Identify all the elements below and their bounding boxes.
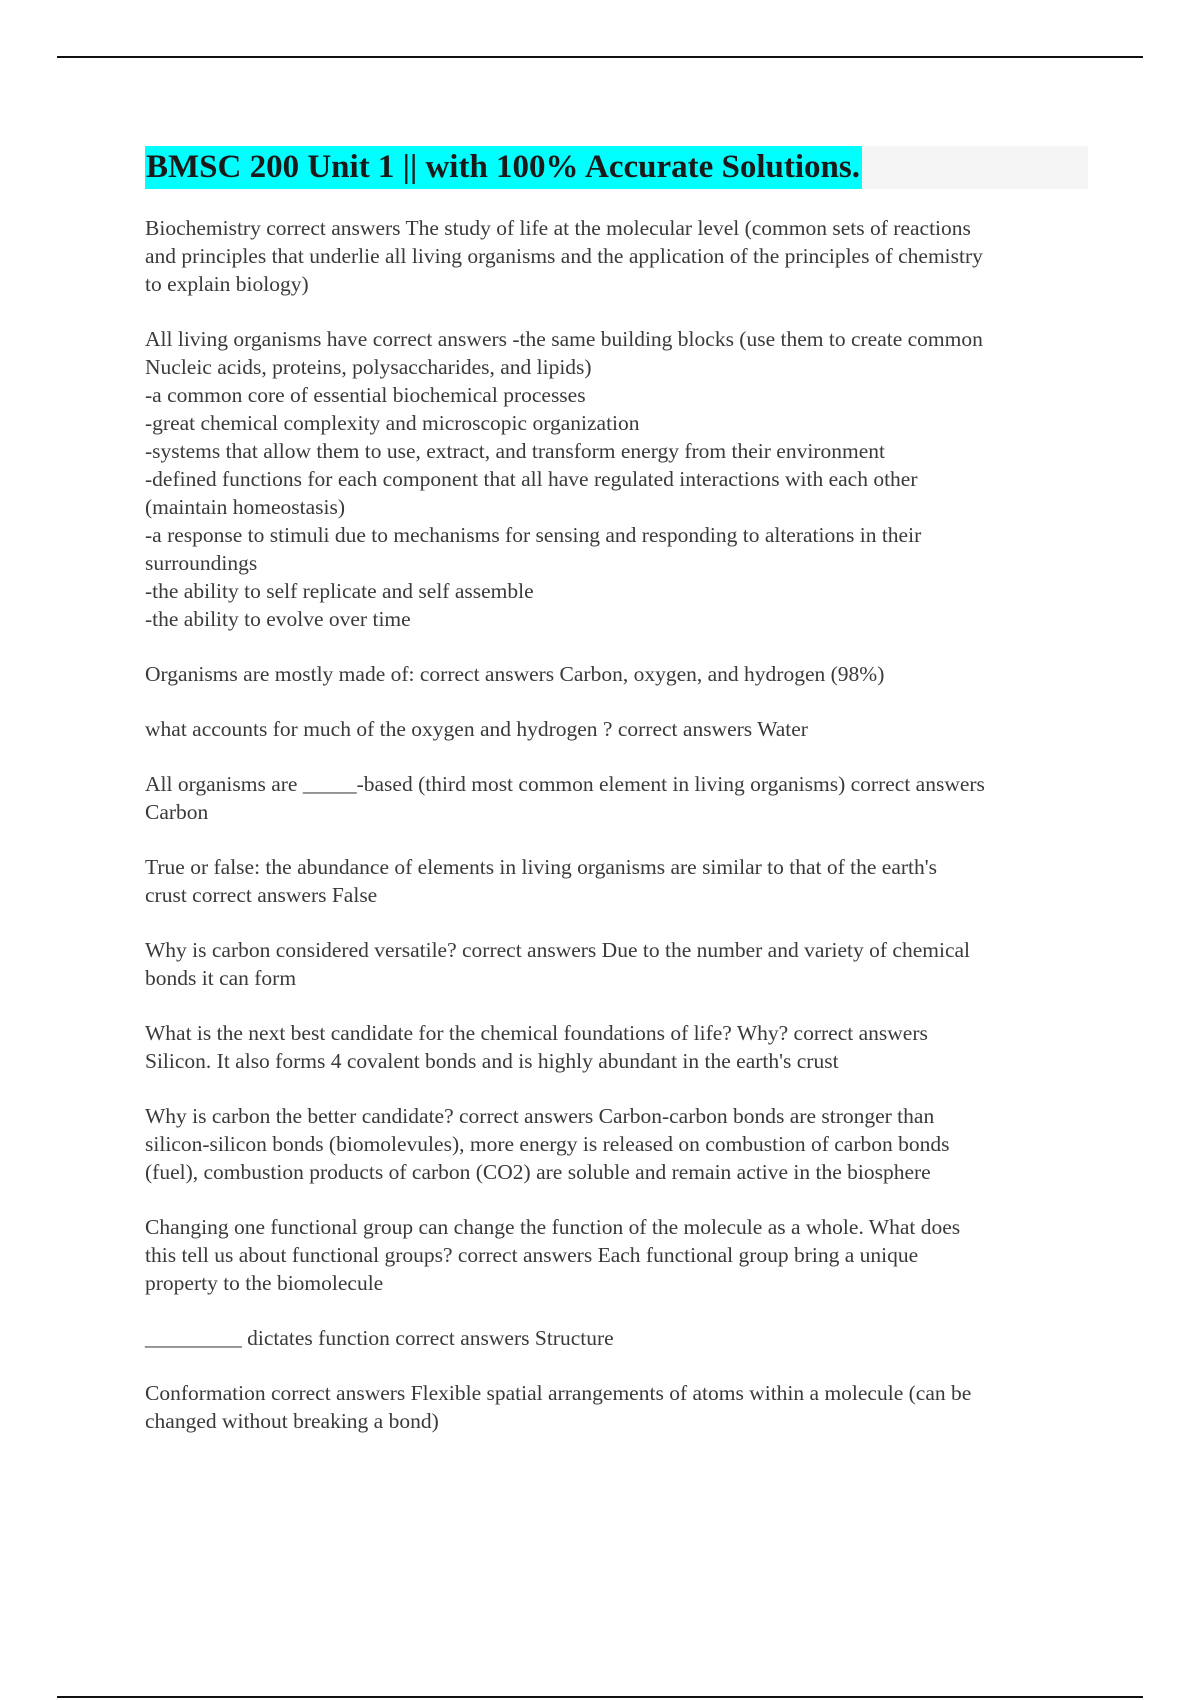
entry-line: this tell us about functional groups? correct answers Each functional group bring a unique [145,1243,919,1267]
entry-line: Changing one functional group can change the function of the molecule as a whole. What does [145,1215,961,1239]
entry-line: -systems that allow them to use, extract, and transform energy from their environment [145,439,885,463]
entry-line: -a common core of essential biochemical processes [145,383,586,407]
qa-entry [145,770,1095,826]
qa-entry [145,853,1095,909]
entry-line: Why is carbon considered versatile? correct answers Due to the number and variety of chemical [145,938,971,962]
entry-line: crust correct answers False [145,883,378,907]
entry-line: _________ dictates function correct answers Structure [145,1326,614,1350]
entry-line: and principles that underlie all living organisms and the application of the principles of chemistry [145,244,983,268]
entry-line: All living organisms have correct answers -the same building blocks (use them to create common [145,327,983,351]
document-body [145,214,1095,1462]
entry-line: property to the biomolecule [145,1271,384,1295]
qa-entry [145,1324,1095,1352]
entry-line: -the ability to evolve over time [145,607,411,631]
entry-line: Why is carbon the better candidate? correct answers Carbon-carbon bonds are stronger than [145,1104,935,1128]
entry-line: Conformation correct answers Flexible spatial arrangements of atoms within a molecule (can be [145,1381,972,1405]
qa-entry [145,1213,1095,1297]
entry-line: Silicon. It also forms 4 covalent bonds and is highly abundant in the earth's crust [145,1049,839,1073]
top-rule [57,56,1143,58]
entry-line: (fuel), combustion products of carbon (CO2) are soluble and remain active in the biosphere [145,1160,931,1184]
entry-line: All organisms are _____-based (third most common element in living organisms) correct answers [145,772,985,796]
bottom-rule [57,1696,1143,1698]
entry-line: -a response to stimuli due to mechanisms for sensing and responding to alterations in their [145,523,922,547]
entry-line: What is the next best candidate for the chemical foundations of life? Why? correct answers [145,1021,928,1045]
entry-line: silicon-silicon bonds (biomolevules), more energy is released on combustion of carbon bonds [145,1132,950,1156]
entry-line: -defined functions for each component that all have regulated interactions with each other [145,467,918,491]
qa-entry [145,715,1095,743]
qa-entry [145,1019,1095,1075]
entry-line: bonds it can form [145,966,297,990]
entry-line: to explain biology) [145,272,309,296]
entry-line: Carbon [145,800,209,824]
qa-entry [145,660,1095,688]
qa-entry [145,1102,1095,1186]
entry-line: Nucleic acids, proteins, polysaccharides, and lipids) [145,355,592,379]
entry-line: surroundings [145,551,258,575]
qa-entry [145,325,1095,633]
qa-entry [145,936,1095,992]
entry-line: -great chemical complexity and microscopic organization [145,411,640,435]
entry-line: changed without breaking a bond) [145,1409,439,1433]
entry-line: what accounts for much of the oxygen and hydrogen ? correct answers Water [145,717,808,741]
qa-entry [145,214,1095,298]
qa-entry [145,1379,1095,1435]
entry-line: -the ability to self replicate and self assemble [145,579,534,603]
document-title: BMSC 200 Unit 1 || with 100% Accurate Solutions. [145,146,862,189]
entry-line: (maintain homeostasis) [145,495,346,519]
entry-line: Biochemistry correct answers The study of life at the molecular level (common sets of reactions [145,216,971,240]
entry-line: True or false: the abundance of elements in living organisms are similar to that of the earth's [145,855,938,879]
entry-line: Organisms are mostly made of: correct answers Carbon, oxygen, and hydrogen (98%) [145,662,885,686]
